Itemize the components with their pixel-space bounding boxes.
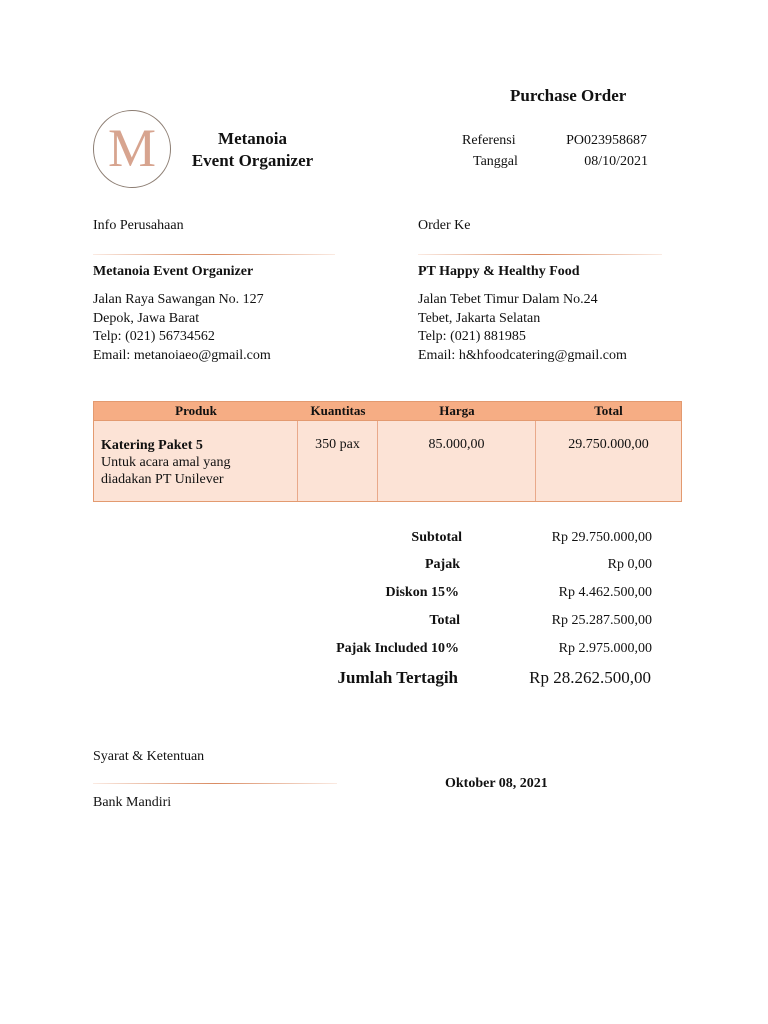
header-quantity: Kuantitas [310,403,366,418]
tax-included-value: Rp 2.975.000,00 [558,641,652,656]
from-section-label: Info Perusahaan [93,218,184,233]
company-name-line2: Event Organizer [191,151,314,170]
to-phone: Telp: (021) 881985 [418,329,526,344]
terms-divider [93,783,337,784]
amount-due-label: Jumlah Tertagih [337,668,458,687]
reference-label: Referensi [462,133,516,148]
logo-monogram: M [107,118,156,178]
amount-due-value: Rp 28.262.500,00 [529,668,651,687]
to-address-block [418,291,627,365]
to-section-label: Order Ke [418,218,471,233]
total-value: Rp 25.287.500,00 [551,613,652,628]
to-email: Email: h&hfoodcatering@gmail.com [418,347,627,363]
document-title: Purchase Order [510,86,627,105]
subtotal-value: Rp 29.750.000,00 [551,530,652,545]
cell-total: 29.750.000,00 [568,437,649,452]
cell-quantity: 350 pax [298,421,378,501]
bank-name: Bank Mandiri [93,795,172,810]
cell-product [94,421,298,501]
product-description-line2: diadakan PT Unilever [101,472,224,487]
discount-value: Rp 4.462.500,00 [558,585,652,600]
from-divider [93,254,335,255]
to-divider [418,254,662,255]
from-address2: Depok, Jawa Barat [93,310,200,326]
total-label: Total [429,613,460,628]
items-table [93,401,682,502]
signed-date: Oktober 08, 2021 [445,776,548,791]
tax-value: Rp 0,00 [607,557,652,572]
company-name-header [175,128,330,172]
to-address2: Tebet, Jakarta Selatan [418,310,541,326]
product-name: Katering Paket 5 [101,438,203,453]
table-row [94,421,681,501]
from-email: Email: metanoiaeo@gmail.com [93,347,271,363]
company-name-line1: Metanoia [218,129,287,148]
header-total: Total [594,403,623,418]
to-name: PT Happy & Healthy Food [418,264,580,279]
to-address1: Jalan Tebet Timur Dalam No.24 [418,292,598,307]
header-product: Produk [175,403,217,418]
from-phone: Telp: (021) 56734562 [93,329,215,344]
product-description-line1: Untuk acara amal yang [101,455,231,470]
cell-price: 85.000,00 [378,421,536,501]
tax-included-label: Pajak Included 10% [336,641,459,656]
date-label: Tanggal [473,154,518,169]
discount-label: Diskon 15% [385,585,459,600]
date-value: 08/10/2021 [584,154,648,169]
tax-label: Pajak [425,557,460,572]
from-address-block [93,291,271,365]
table-header-row [94,402,681,421]
company-logo [93,110,171,188]
from-name: Metanoia Event Organizer [93,264,254,279]
from-address1: Jalan Raya Sawangan No. 127 [93,292,264,307]
subtotal-label: Subtotal [411,530,462,545]
reference-value: PO023958687 [566,133,647,148]
terms-label: Syarat & Ketentuan [93,749,205,764]
header-price: Harga [439,403,475,418]
